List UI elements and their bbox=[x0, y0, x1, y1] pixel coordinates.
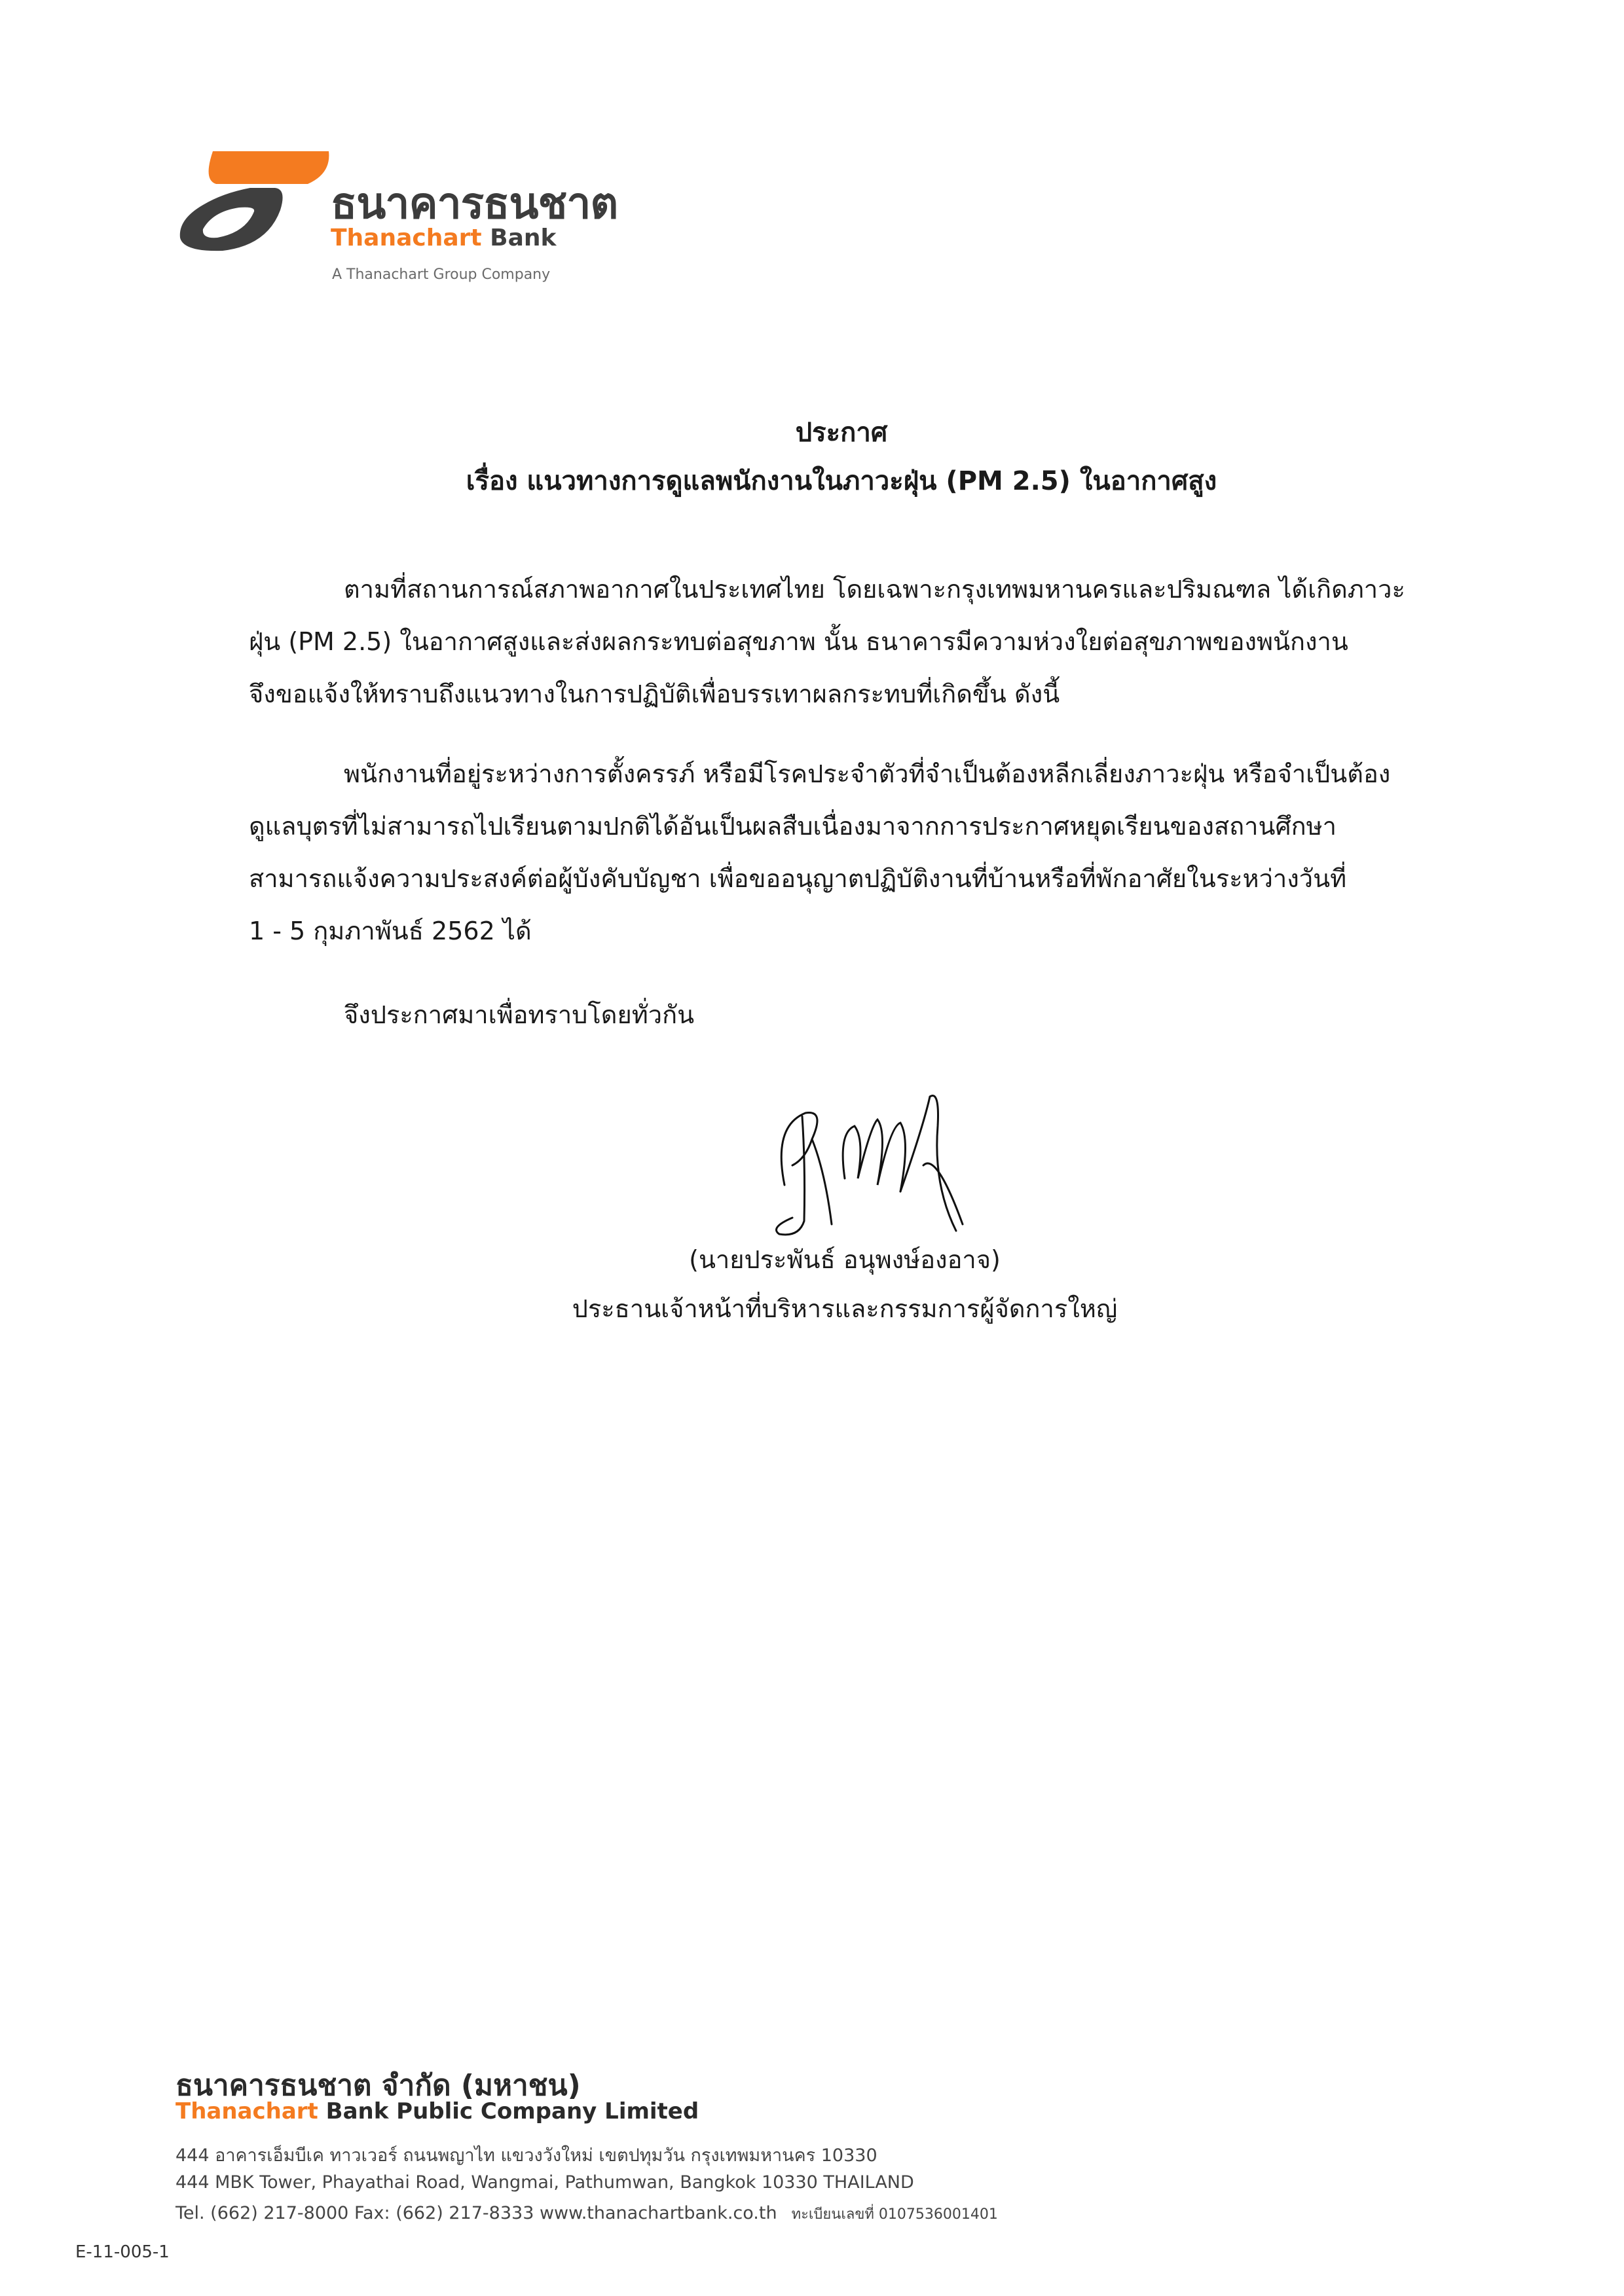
footer-address-thai: 444 อาคารเอ็มบีเค ทาวเวอร์ ถนนพญาไท แขวงวังใหม่ เขตปทุมวัน กรุงเทพมหานคร 10330 bbox=[175, 2145, 877, 2166]
paragraph-line: สามารถแจ้งความประสงค์ต่อผู้บังคับบัญชา เพื่อขออนุญาตปฏิบัติงานที่บ้านหรือที่พักอาศัยในระหว่างวันที่ bbox=[249, 864, 1347, 893]
paragraph-line: ตามที่สถานการณ์สภาพอากาศในประเทศไทย โดยเฉพาะกรุงเทพมหานครและปริมณฑล ได้เกิดภาวะ bbox=[344, 575, 1405, 604]
announcement-title: ประกาศ bbox=[795, 418, 888, 448]
logo-name-rest: Bank bbox=[481, 225, 557, 251]
paragraph-line: ฝุ่น (PM 2.5) ในอากาศสูงและส่งผลกระทบต่อสุขภาพ นั้น ธนาคารมีความห่วงใยต่อสุขภาพของพนักงาน bbox=[249, 627, 1348, 656]
document-code: E-11-005-1 bbox=[75, 2242, 170, 2262]
paragraph-situation bbox=[249, 563, 1405, 720]
footer-company-english bbox=[175, 2098, 699, 2124]
logo-name-english bbox=[331, 225, 556, 251]
footer-address-english: 444 MBK Tower, Phayathai Road, Wangmai, Pathumwan, Bangkok 10330 THAILAND bbox=[175, 2172, 914, 2193]
paragraph-line: 1 - 5 กุมภาพันธ์ 2562 ได้ bbox=[249, 917, 532, 945]
signer-position: ประธานเจ้าหน้าที่บริหารและกรรมการผู้จัดการใหญ่ bbox=[572, 1294, 1118, 1323]
announcement-subject: เรื่อง แนวทางการดูแลพนักงานในภาวะฝุ่น (PM 2.5) ในอากาศสูง bbox=[466, 466, 1217, 496]
paragraph-line: ดูแลบุตรที่ไม่สามารถไปเรียนตามปกติได้อันเป็นผลสืบเนื่องมาจากการประกาศหยุดเรียนของสถานศึกษา bbox=[249, 812, 1337, 841]
thanachart-logo-icon bbox=[177, 147, 334, 259]
footer-company-rest: Bank Public Company Limited bbox=[318, 2098, 699, 2124]
footer-company-highlight: Thanachart bbox=[175, 2098, 318, 2124]
paragraph-guideline bbox=[249, 748, 1395, 957]
footer-company-thai: ธนาคารธนชาต จำกัด (มหาชน) bbox=[175, 2069, 581, 2102]
paragraph-line: จึงประกาศมาเพื่อทราบโดยทั่วกัน bbox=[344, 1000, 695, 1029]
logo-name-highlight: Thanachart bbox=[331, 225, 482, 251]
paragraph-line: จึงขอแจ้งให้ทราบถึงแนวทางในการปฏิบัติเพื่อบรรเทาผลกระทบที่เกิดขึ้น ดังนี้ bbox=[249, 680, 1060, 708]
footer-contact bbox=[175, 2202, 998, 2225]
logo-tagline: A Thanachart Group Company bbox=[332, 266, 551, 283]
logo-name-thai: ธนาคารธนชาต bbox=[331, 178, 618, 228]
footer-registration-number: ทะเบียนเลขที่ 0107536001401 bbox=[791, 2206, 998, 2223]
footer-phone-fax-web: Tel. (662) 217-8000 Fax: (662) 217-8333 www.thanachartbank.co.th bbox=[175, 2203, 777, 2223]
signer-name: (นายประพันธ์ อนุพงษ์องอาจ) bbox=[689, 1245, 1001, 1274]
paragraph-line: พนักงานที่อยู่ระหว่างการตั้งครรภ์ หรือมีโรคประจำตัวที่จำเป็นต้องหลีกเลี่ยงภาวะฝุ่น หรือจำเป็นต้อง bbox=[344, 759, 1391, 788]
handwritten-signature-icon bbox=[766, 1087, 1002, 1244]
paragraph-closing bbox=[249, 989, 1395, 1041]
